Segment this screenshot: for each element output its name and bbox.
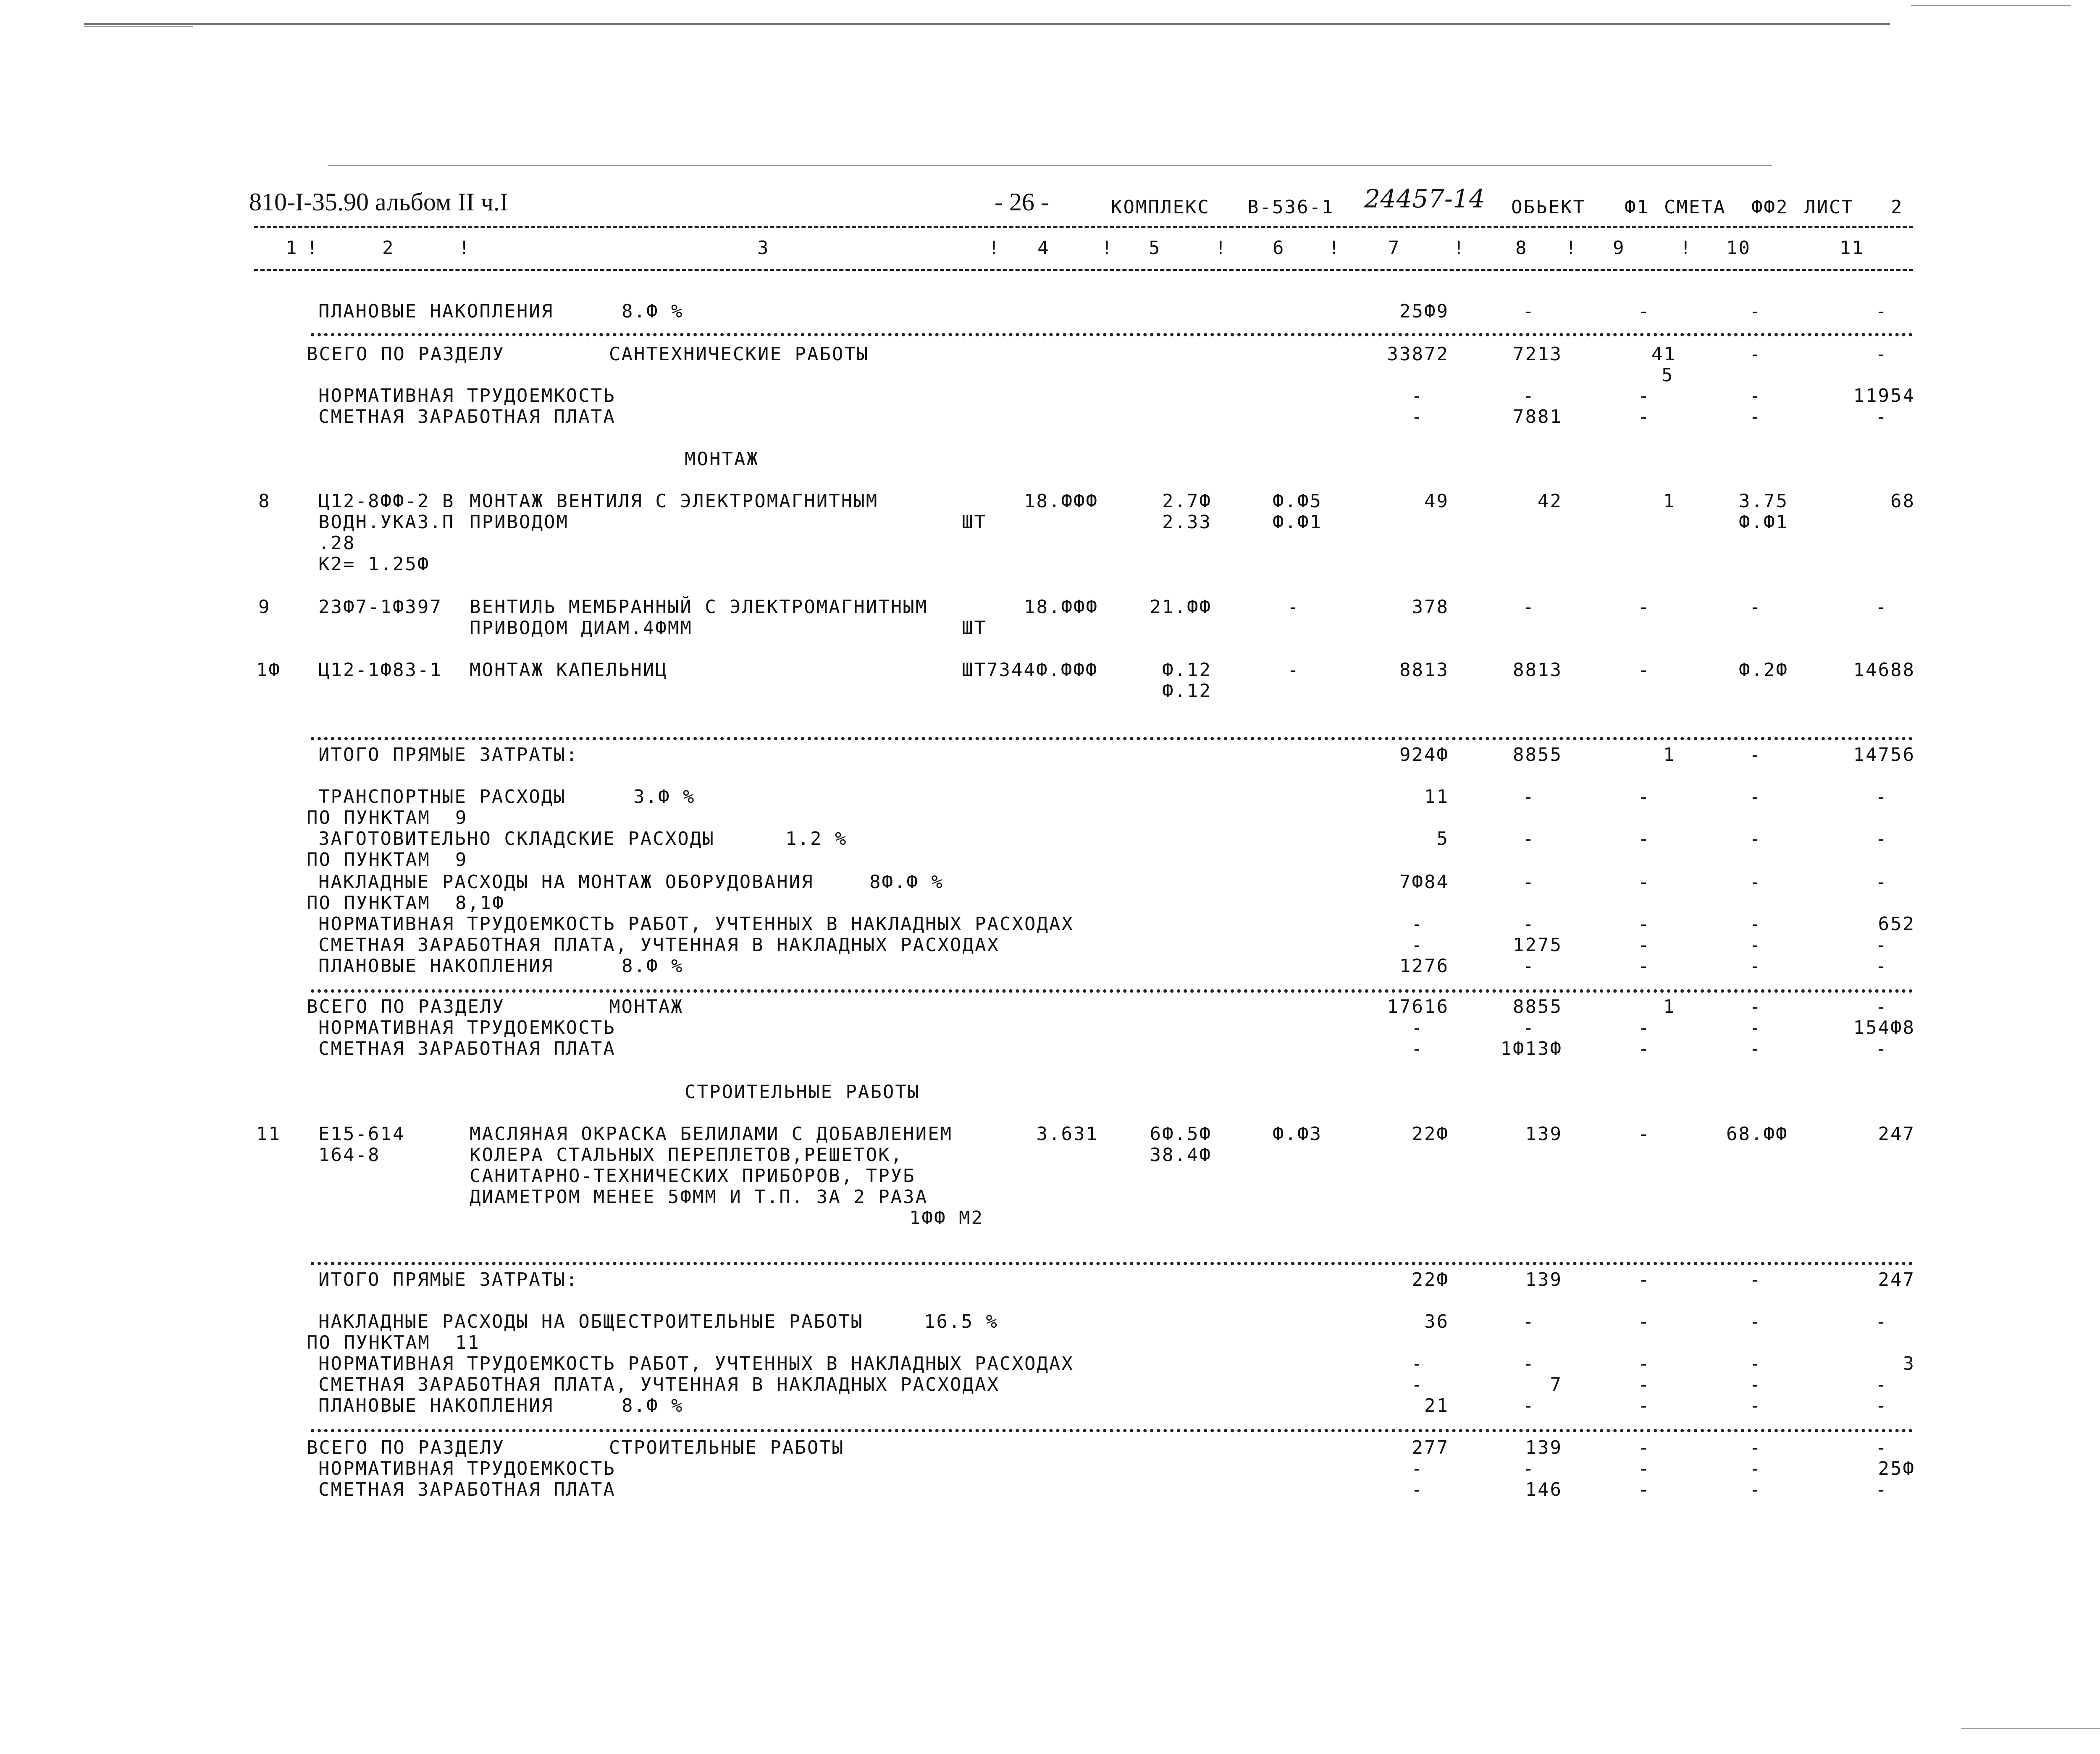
cell-c7: 25Ф9 — [1399, 301, 1449, 322]
percent-value: 16.5 % — [924, 1311, 998, 1332]
column-number: 10 — [1726, 237, 1751, 259]
section-title: МОНТАЖ — [685, 448, 759, 470]
item-unit: 1ФФ М2 — [909, 1207, 984, 1229]
column-number: 2 — [382, 237, 395, 259]
cell-c11: - — [1875, 301, 1888, 322]
cell-c8: - — [1522, 1458, 1535, 1479]
row-label: СМЕТНАЯ ЗАРАБОТНАЯ ПЛАТА, УЧТЕННАЯ В НАКЛАДНЫХ РАСХОДАХ — [318, 934, 1000, 956]
points-reference: ПО ПУНКТАМ 9 — [307, 849, 468, 870]
item-unit-quantity: ШТ7344Ф.ФФФ — [962, 659, 1098, 681]
cell-c11: - — [1875, 1479, 1888, 1500]
cell-c9: 1 — [1663, 996, 1676, 1017]
cell-c11: - — [1875, 786, 1888, 808]
cell-c11: - — [1875, 934, 1888, 956]
cell-c8: - — [1522, 871, 1535, 893]
cell-c11: - — [1875, 955, 1888, 977]
item-code: 164-8 — [318, 1144, 381, 1166]
cell-c8: - — [1522, 1353, 1535, 1374]
cell-c10: - — [1749, 955, 1762, 977]
cell-c11: - — [1875, 343, 1888, 365]
cell-c9: - — [1638, 1437, 1651, 1458]
cell-c7: 33872 — [1387, 343, 1449, 365]
section-dotted-rule — [311, 1262, 1913, 1265]
row-label: СМЕТНАЯ ЗАРАБОТНАЯ ПЛАТА — [318, 1038, 616, 1059]
section-total-name: СТРОИТЕЛЬНЫЕ РАБОТЫ — [609, 1437, 845, 1458]
percent-value: 8.Ф % — [622, 955, 684, 977]
column-separator: ! — [1453, 237, 1466, 259]
row-label: ПЛАНОВЫЕ НАКОПЛЕНИЯ — [318, 1395, 554, 1416]
cell-c7: - — [1411, 934, 1424, 956]
section-total-name: САНТЕХНИЧЕСКИЕ РАБОТЫ — [609, 343, 869, 365]
row-label: ПЛАНОВЫЕ НАКОПЛЕНИЯ — [318, 301, 554, 322]
cell-c10: - — [1749, 996, 1762, 1017]
column-separator: ! — [1680, 237, 1693, 259]
cell-c11: - — [1875, 1311, 1888, 1332]
cell-c5: 2.33 — [1162, 511, 1212, 533]
cell-c8: 139 — [1525, 1269, 1562, 1290]
row-label: СМЕТНАЯ ЗАРАБОТНАЯ ПЛАТА — [318, 1479, 616, 1500]
scan-edge-mark — [1911, 5, 2071, 6]
header-rule-bottom — [254, 269, 1913, 271]
sheet-label: ЛИСТ — [1804, 197, 1854, 218]
cell-c11: 247 — [1878, 1269, 1915, 1290]
points-reference: ПО ПУНКТАМ 8,1Ф — [307, 892, 505, 914]
cell-c10: 3.75 — [1739, 490, 1788, 512]
item-quantity: 18.ФФФ — [1024, 490, 1098, 512]
cell-c11: 14688 — [1853, 659, 1915, 681]
section-total-label: ВСЕГО ПО РАЗДЕЛУ — [307, 1437, 505, 1458]
cell-c11: - — [1875, 996, 1888, 1017]
cell-c9: - — [1638, 1353, 1651, 1374]
row-label: НОРМАТИВНАЯ ТРУДОЕМКОСТЬ РАБОТ, УЧТЕННЫХ В НАКЛАДНЫХ РАСХОДАХ — [318, 1353, 1074, 1374]
complex-label: КОМПЛЕКС — [1111, 197, 1210, 218]
column-number: 4 — [1037, 237, 1050, 259]
cell-c11: - — [1875, 871, 1888, 893]
item-description: ВЕНТИЛЬ МЕМБРАННЫЙ С ЭЛЕКТРОМАГНИТНЫМ — [470, 596, 928, 618]
cell-c9: - — [1638, 659, 1651, 681]
percent-value: 8Ф.Ф % — [869, 871, 944, 893]
item-code: 23Ф7-1Ф397 — [318, 596, 442, 618]
direct-costs-label: ИТОГО ПРЯМЫЕ ЗАТРАТЫ: — [318, 744, 579, 766]
cell-c10: - — [1749, 1038, 1762, 1059]
cell-c8: 1275 — [1513, 934, 1562, 956]
cell-c7: - — [1411, 1374, 1424, 1395]
cell-c7: 8813 — [1399, 659, 1449, 681]
percent-value: 8.Ф % — [622, 1395, 684, 1416]
scan-edge-mark — [1961, 1728, 2100, 1729]
complex-code: В-536-1 — [1247, 197, 1334, 218]
item-number: 9 — [258, 596, 271, 618]
item-coefficient: К2= 1.25Ф — [318, 553, 430, 575]
cell-c11: 652 — [1878, 913, 1915, 935]
cell-c10: - — [1749, 301, 1762, 322]
item-description: МАСЛЯНАЯ ОКРАСКА БЕЛИЛАМИ С ДОБАВЛЕНИЕМ — [470, 1123, 953, 1145]
document-code: 810-I-35.90 альбом II ч.I — [249, 188, 508, 216]
cell-c7: 22Ф — [1412, 1123, 1449, 1145]
cell-c11: - — [1875, 1395, 1888, 1416]
section-dotted-rule — [311, 989, 1913, 993]
cell-c9: - — [1638, 1269, 1651, 1290]
column-separator: ! — [1565, 237, 1578, 259]
cell-c5: 21.ФФ — [1150, 596, 1212, 618]
scan-noise-line — [328, 165, 1772, 166]
item-code: .28 — [318, 532, 356, 554]
handwritten-note: 24457-14 — [1364, 184, 1485, 214]
cell-c10: - — [1749, 1374, 1762, 1395]
cell-c7: 17616 — [1387, 996, 1449, 1017]
cell-c7: 49 — [1424, 490, 1449, 512]
item-unit: ШТ — [962, 617, 987, 639]
cell-c7: 22Ф — [1412, 1269, 1449, 1290]
item-number: 8 — [258, 490, 271, 512]
cell-c11: - — [1875, 828, 1888, 849]
cell-c7: 378 — [1412, 596, 1449, 618]
cell-c11: - — [1875, 1374, 1888, 1395]
cell-c5: 2.7Ф — [1162, 490, 1212, 512]
cell-c11: 247 — [1878, 1123, 1915, 1145]
cell-c9: 1 — [1663, 744, 1676, 766]
section-dotted-rule — [311, 737, 1913, 740]
cell-c9: - — [1638, 913, 1651, 935]
object-label: ОБЬЕКТ — [1511, 197, 1586, 218]
column-separator: ! — [1101, 237, 1114, 259]
item-number: 1Ф — [256, 659, 281, 681]
cell-c10: - — [1749, 913, 1762, 935]
cell-c8: - — [1522, 1311, 1535, 1332]
cell-c11: 68 — [1890, 490, 1915, 512]
cell-c11: 11954 — [1853, 385, 1915, 406]
cell-c9: - — [1638, 786, 1651, 808]
column-separator: ! — [1328, 237, 1341, 259]
cell-c6: Ф.Ф3 — [1273, 1123, 1322, 1145]
cell-c9: - — [1638, 406, 1651, 427]
cell-c10: - — [1749, 828, 1762, 849]
row-label: НОРМАТИВНАЯ ТРУДОЕМКОСТЬ РАБОТ, УЧТЕННЫХ В НАКЛАДНЫХ РАСХОДАХ — [318, 913, 1074, 935]
cell-c7: 5 — [1436, 828, 1449, 849]
cell-c11: 25Ф — [1878, 1458, 1915, 1479]
cell-c10: - — [1749, 871, 1762, 893]
item-number: 11 — [256, 1123, 281, 1145]
cell-c8: 139 — [1525, 1437, 1562, 1458]
cell-c10: - — [1749, 1479, 1762, 1500]
cell-c7: 1276 — [1399, 955, 1449, 977]
cell-c9: - — [1638, 1038, 1651, 1059]
column-separator: ! — [988, 237, 1001, 259]
estimate-number: ФФ2 — [1751, 197, 1789, 218]
cell-c5: 6Ф.5Ф — [1150, 1123, 1212, 1145]
section-total-name: МОНТАЖ — [609, 996, 683, 1017]
cell-c9: - — [1638, 828, 1651, 849]
cell-c10: - — [1749, 343, 1762, 365]
cell-c10: - — [1749, 1017, 1762, 1038]
cell-c10: - — [1749, 1437, 1762, 1458]
cell-c7: 11 — [1424, 786, 1449, 808]
percent-value: 1.2 % — [785, 828, 848, 849]
column-number: 5 — [1149, 237, 1161, 259]
cell-c10: - — [1749, 406, 1762, 427]
cell-c8: 1Ф13Ф — [1500, 1038, 1562, 1059]
row-label: СМЕТНАЯ ЗАРАБОТНАЯ ПЛАТА, УЧТЕННАЯ В НАКЛАДНЫХ РАСХОДАХ — [318, 1374, 1000, 1395]
cell-c5: 38.4Ф — [1150, 1144, 1212, 1166]
item-description: МОНТАЖ КАПЕЛЬНИЦ — [470, 659, 668, 681]
column-number: 11 — [1840, 237, 1864, 259]
cell-c10: - — [1749, 1395, 1762, 1416]
cell-c10: Ф.Ф1 — [1739, 511, 1788, 533]
row-label: ЗАГОТОВИТЕЛЬНО СКЛАДСКИЕ РАСХОДЫ — [318, 828, 715, 849]
cell-c9: 41 — [1651, 343, 1676, 365]
cell-c8: 7 — [1550, 1374, 1562, 1395]
cell-c10: - — [1749, 1269, 1762, 1290]
cell-c9: - — [1638, 1374, 1651, 1395]
cell-c10: - — [1749, 596, 1762, 618]
scan-edge-mark — [84, 23, 1890, 25]
cell-c8: 7881 — [1513, 406, 1562, 427]
cell-c11: 14756 — [1853, 744, 1915, 766]
cell-c7: - — [1411, 1017, 1424, 1038]
cell-c9: - — [1638, 1017, 1651, 1038]
cell-c8: - — [1522, 828, 1535, 849]
cell-c8: - — [1522, 596, 1535, 618]
item-description: КОЛЕРА СТАЛЬНЫХ ПЕРЕПЛЕТОВ,РЕШЕТОК, — [470, 1144, 903, 1166]
item-quantity: 18.ФФФ — [1024, 596, 1098, 618]
row-label: ПЛАНОВЫЕ НАКОПЛЕНИЯ — [318, 955, 554, 977]
cell-c11: 3 — [1903, 1353, 1915, 1374]
cell-c9: - — [1638, 934, 1651, 956]
cell-c6: - — [1287, 596, 1300, 618]
cell-c9: - — [1638, 1311, 1651, 1332]
cell-c6: Ф.Ф1 — [1273, 511, 1322, 533]
cell-c9: - — [1638, 871, 1651, 893]
cell-c10: - — [1749, 934, 1762, 956]
cell-c9: 5 — [1662, 364, 1674, 386]
column-separator: ! — [459, 237, 471, 259]
item-code: ВОДН.УКАЗ.П — [318, 511, 455, 533]
cell-c8: - — [1522, 385, 1535, 406]
cell-c11: - — [1875, 596, 1888, 618]
item-description: ПРИВОДОМ ДИАМ.4ФММ — [470, 617, 693, 639]
cell-c8: 8813 — [1513, 659, 1562, 681]
row-label: ТРАНСПОРТНЫЕ РАСХОДЫ — [318, 786, 566, 808]
cell-c7: - — [1411, 1458, 1424, 1479]
cell-c7: 21 — [1424, 1395, 1449, 1416]
header-rule-top — [254, 226, 1913, 228]
cell-c7: 277 — [1412, 1437, 1449, 1458]
column-number: 8 — [1515, 237, 1528, 259]
cell-c9: - — [1638, 1123, 1651, 1145]
cell-c10: - — [1749, 385, 1762, 406]
item-code: Е15-614 — [318, 1123, 405, 1145]
cell-c8: 146 — [1525, 1479, 1562, 1500]
cell-c9: - — [1638, 596, 1651, 618]
cell-c11: - — [1875, 1038, 1888, 1059]
item-description: МОНТАЖ ВЕНТИЛЯ С ЭЛЕКТРОМАГНИТНЫМ — [470, 490, 879, 512]
cell-c8: 8855 — [1513, 744, 1562, 766]
column-number: 9 — [1613, 237, 1625, 259]
cell-c10: Ф.2Ф — [1739, 659, 1788, 681]
item-unit: ШТ — [962, 511, 987, 533]
cell-c7: - — [1411, 385, 1424, 406]
cell-c8: - — [1522, 786, 1535, 808]
cell-c6: Ф.Ф5 — [1273, 490, 1322, 512]
row-label: СМЕТНАЯ ЗАРАБОТНАЯ ПЛАТА — [318, 406, 616, 427]
sheet-number: 2 — [1891, 197, 1903, 218]
cell-c7: 7Ф84 — [1399, 871, 1449, 893]
cell-c8: 7213 — [1513, 343, 1562, 365]
section-total-label: ВСЕГО ПО РАЗДЕЛУ — [307, 343, 505, 365]
cell-c8: - — [1522, 301, 1535, 322]
cell-c6: - — [1287, 659, 1300, 681]
section-total-label: ВСЕГО ПО РАЗДЕЛУ — [307, 996, 505, 1017]
cell-c8: 42 — [1538, 490, 1562, 512]
cell-c9: - — [1638, 301, 1651, 322]
cell-c8: - — [1522, 955, 1535, 977]
cell-c7: - — [1411, 1479, 1424, 1500]
row-label: НОРМАТИВНАЯ ТРУДОЕМКОСТЬ — [318, 1017, 616, 1038]
cell-c8: 139 — [1525, 1123, 1562, 1145]
points-reference: ПО ПУНКТАМ 9 — [307, 807, 468, 828]
cell-c9: - — [1638, 955, 1651, 977]
cell-c8: 8855 — [1513, 996, 1562, 1017]
cell-c10: - — [1749, 1311, 1762, 1332]
cell-c8: - — [1522, 913, 1535, 935]
cell-c7: - — [1411, 913, 1424, 935]
cell-c10: 68.ФФ — [1726, 1123, 1788, 1145]
row-label: НАКЛАДНЫЕ РАСХОДЫ НА МОНТАЖ ОБОРУДОВАНИЯ — [318, 871, 814, 893]
cell-c7: - — [1411, 1038, 1424, 1059]
section-title: СТРОИТЕЛЬНЫЕ РАБОТЫ — [685, 1081, 920, 1103]
cell-c9: - — [1638, 1458, 1651, 1479]
cell-c5: Ф.12 — [1162, 659, 1212, 681]
page-number: - 26 - — [995, 188, 1049, 216]
column-number: 6 — [1273, 237, 1285, 259]
item-description: САНИТАРНО-ТЕХНИЧЕСКИХ ПРИБОРОВ, ТРУБ — [470, 1165, 916, 1187]
cell-c8: - — [1522, 1395, 1535, 1416]
column-number: 7 — [1388, 237, 1401, 259]
points-reference: ПО ПУНКТАМ 11 — [307, 1332, 480, 1353]
cell-c11: - — [1875, 1437, 1888, 1458]
cell-c9: - — [1638, 385, 1651, 406]
row-label: НАКЛАДНЫЕ РАСХОДЫ НА ОБЩЕСТРОИТЕЛЬНЫЕ РАБОТЫ — [318, 1311, 864, 1332]
scan-edge-mark — [84, 26, 193, 27]
column-number: 1 — [286, 237, 298, 259]
cell-c10: - — [1749, 744, 1762, 766]
cell-c11: - — [1875, 406, 1888, 427]
percent-value: 3.Ф % — [633, 786, 696, 808]
cell-c10: - — [1749, 1458, 1762, 1479]
row-label: НОРМАТИВНАЯ ТРУДОЕМКОСТЬ — [318, 1458, 616, 1479]
item-description: ДИАМЕТРОМ МЕНЕЕ 5ФММ И Т.П. ЗА 2 РАЗА — [470, 1186, 928, 1208]
cell-c9: 1 — [1663, 490, 1676, 512]
row-label: НОРМАТИВНАЯ ТРУДОЕМКОСТЬ — [318, 385, 616, 406]
cell-c10: - — [1749, 1353, 1762, 1374]
section-dotted-rule — [311, 333, 1913, 336]
item-code: Ц12-8ФФ-2 В — [318, 490, 455, 512]
cell-c9: - — [1638, 1395, 1651, 1416]
column-separator: ! — [1215, 237, 1228, 259]
item-code: Ц12-1Ф83-1 — [318, 659, 442, 681]
cell-c7: - — [1411, 406, 1424, 427]
column-separator: ! — [307, 237, 319, 259]
direct-costs-label: ИТОГО ПРЯМЫЕ ЗАТРАТЫ: — [318, 1269, 579, 1290]
cell-c9: - — [1638, 1479, 1651, 1500]
cell-c7: 36 — [1424, 1311, 1449, 1332]
cell-c5: Ф.12 — [1162, 680, 1212, 702]
cell-c8: - — [1522, 1017, 1535, 1038]
object-number: Ф1 — [1625, 197, 1649, 218]
section-dotted-rule — [311, 1429, 1913, 1432]
percent-value: 8.Ф % — [622, 301, 684, 322]
cell-c7: - — [1411, 1353, 1424, 1374]
cell-c7: 924Ф — [1399, 744, 1449, 766]
item-quantity: 3.631 — [1036, 1123, 1098, 1145]
item-description: ПРИВОДОМ — [470, 511, 569, 533]
column-number: 3 — [757, 237, 770, 259]
estimate-label: СМЕТА — [1664, 197, 1726, 218]
cell-c10: - — [1749, 786, 1762, 808]
cell-c11: 154Ф8 — [1853, 1017, 1915, 1038]
